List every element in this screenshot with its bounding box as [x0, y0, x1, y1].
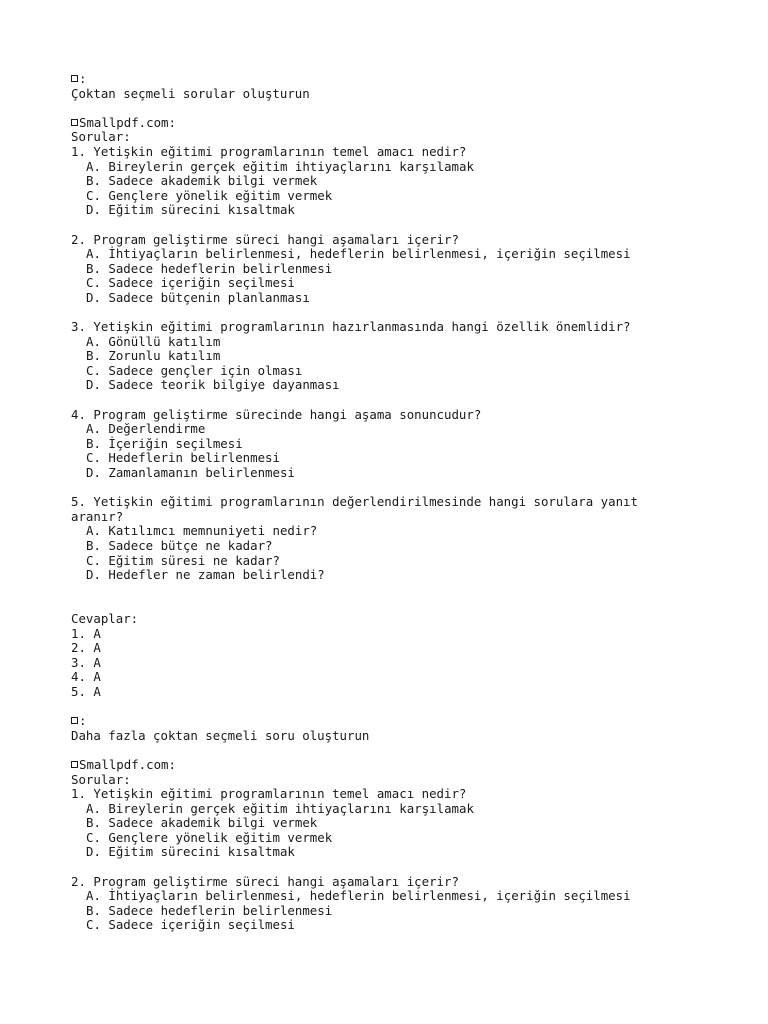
- answer-option: B. Sadece akademik bilgi vermek: [86, 815, 318, 831]
- text-line: 1. A: [71, 625, 101, 641]
- blank-line: [71, 700, 751, 715]
- blank-line: [71, 743, 751, 758]
- answer-option: C. Sadece içeriğin seçilmesi: [86, 275, 295, 291]
- question-text: 5. Yetişkin eğitimi programlarının değerlendirilmesinde hangi sorulara yanıt aranır?: [71, 494, 638, 524]
- question-text: 2. Program geliştirme süreci hangi aşamaları içerir?: [71, 873, 459, 889]
- question-text: 3. Yetişkin eğitimi programlarının hazırlanmasında hangi özellik önemlidir?: [71, 319, 631, 335]
- blank-line: [71, 218, 751, 233]
- answer-option: B. Sadece hedeflerin belirlenmesi: [86, 260, 333, 276]
- answer-option: A. İhtiyaçların belirlenmesi, hedeflerin belirlenmesi, içeriğin seçilmesi: [86, 888, 631, 904]
- answer-option: C. Gençlere yönelik eğitim vermek: [86, 829, 333, 845]
- answer-option: A. Bireylerin gerçek eğitim ihtiyaçlarını karşılamak: [86, 158, 474, 174]
- answer-option: D. Eğitim sürecini kısaltmak: [86, 844, 295, 860]
- text-line: 4. A: [71, 669, 101, 685]
- answer-option: A. Katılımcı memnuniyeti nedir?: [86, 523, 318, 539]
- speaker-label-text: :: [79, 713, 87, 729]
- answer-option: D. Zamanlamanın belirlenmesi: [86, 465, 295, 481]
- speaker-label: [71, 714, 751, 729]
- text-line: 2. A: [71, 640, 101, 656]
- answer-option: C. Sadece içeriğin seçilmesi: [86, 917, 295, 933]
- answer-option: B. Zorunlu katılım: [86, 348, 221, 364]
- answer-option: D. Sadece teorik bilgiye dayanması: [86, 377, 340, 393]
- answer-option: A. İhtiyaçların belirlenmesi, hedeflerin belirlenmesi, içeriğin seçilmesi: [86, 246, 631, 262]
- blank-line: [71, 101, 751, 116]
- speaker-label-text: :: [79, 71, 87, 86]
- blank-line: [71, 597, 751, 612]
- answer-option: D. Eğitim sürecini kısaltmak: [86, 202, 295, 218]
- text-line: 5. A: [71, 683, 101, 699]
- prompt-text: Daha fazla çoktan seçmeli soru oluşturun: [71, 727, 370, 743]
- text-line: Sorular:: [71, 771, 131, 787]
- text-line: Sorular:: [71, 129, 131, 145]
- prompt-text: Çoktan seçmeli sorular oluşturun: [71, 85, 310, 101]
- answer-option: A. Değerlendirme: [86, 421, 206, 437]
- placeholder-box-icon: [71, 717, 78, 724]
- answer-option: A. Gönüllü katılım: [86, 333, 221, 349]
- placeholder-box-icon: [71, 119, 78, 126]
- placeholder-box-icon: [71, 761, 78, 768]
- answer-option: B. Sadece bütçe ne kadar?: [86, 538, 273, 553]
- answer-option: C. Gençlere yönelik eğitim vermek: [86, 187, 333, 203]
- placeholder-box-icon: [71, 75, 78, 82]
- answer-option: B. Sadece hedeflerin belirlenmesi: [86, 902, 333, 918]
- speaker-label-text: Smallpdf.com:: [79, 114, 176, 130]
- blank-line: [71, 583, 751, 598]
- answer-option: B. Sadece akademik bilgi vermek: [86, 173, 318, 189]
- answer-option: C. Eğitim süresi ne kadar?: [86, 552, 280, 568]
- blank-line: [71, 481, 751, 496]
- question-text: 1. Yetişkin eğitimi programlarının temel amacı nedir?: [71, 143, 467, 159]
- blank-line: [71, 306, 751, 321]
- blank-line: [71, 393, 751, 408]
- question-text: 4. Program geliştirme sürecinde hangi aşama sonuncudur?: [71, 406, 482, 422]
- speaker-label-text: Smallpdf.com:: [79, 756, 176, 772]
- text-line: 3. A: [71, 654, 101, 670]
- question-text: 2. Program geliştirme süreci hangi aşamaları içerir?: [71, 231, 459, 247]
- answer-option: B. İçeriğin seçilmesi: [86, 435, 243, 451]
- answer-option: A. Bireylerin gerçek eğitim ihtiyaçlarını karşılamak: [86, 800, 474, 816]
- answer-option: D. Hedefler ne zaman belirlendi?: [86, 567, 325, 583]
- speaker-label: [71, 72, 751, 87]
- answer-option: C. Sadece gençler için olması: [86, 362, 303, 378]
- blank-line: [71, 860, 751, 875]
- document-body: [71, 72, 751, 933]
- speaker-label: [71, 758, 751, 773]
- speaker-label: [71, 116, 751, 131]
- text-line: Cevaplar:: [71, 610, 139, 626]
- question-text: 1. Yetişkin eğitimi programlarının temel amacı nedir?: [71, 786, 467, 802]
- answer-option: D. Sadece bütçenin planlanması: [86, 289, 310, 305]
- answer-option: C. Hedeflerin belirlenmesi: [86, 450, 280, 466]
